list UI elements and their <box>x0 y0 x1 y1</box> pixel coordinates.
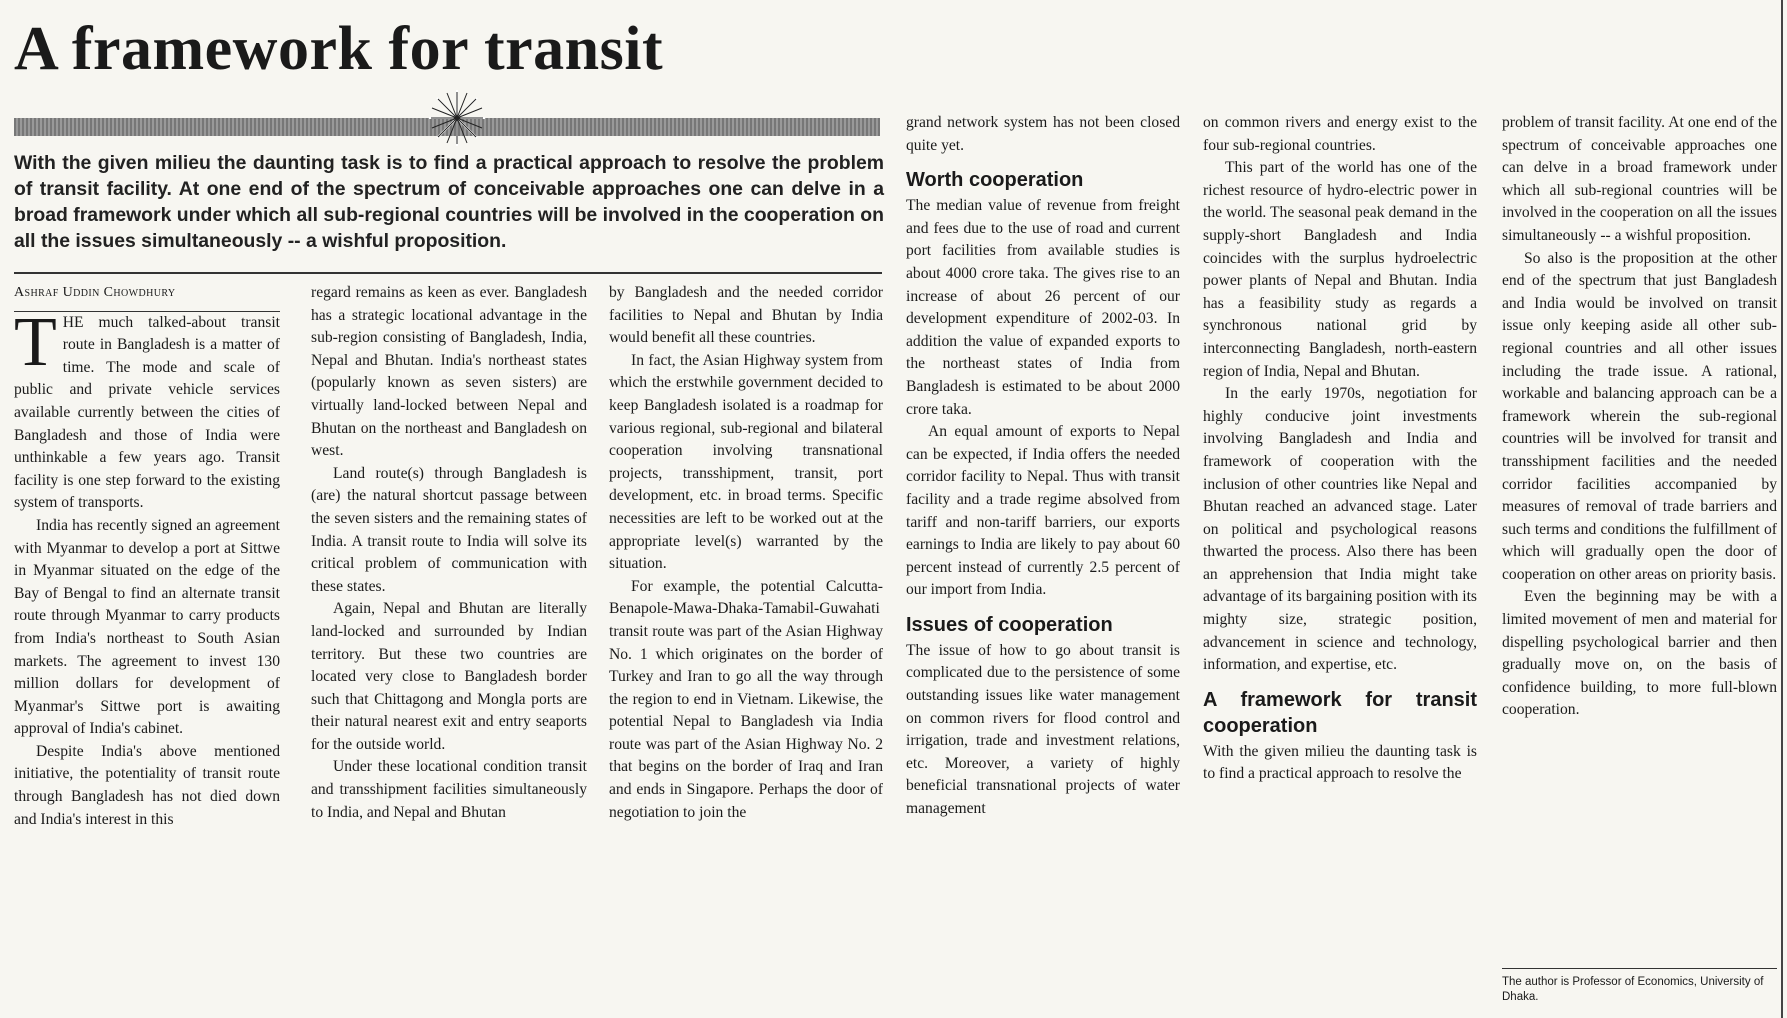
paragraph: Under these locational condition transit and transshipment facilities simultaneously to India, and Nepal and Bhutan <box>311 758 587 821</box>
paragraph: For example, the potential Calcutta-Benapole-Mawa-Dhaka-Tamabil-Guwahati transit route was part of the Asian Highway No. 1 which originates on the border of Turkey and Iran to go all the way through the region to end in Vietnam. Likewise, the potential Nepal to Bangladesh via India route was part of the Asian Highway No. 2 that begins on the border of Iraq and Iran and ends in Singapore. Perhaps the door of negotiation to join the <box>609 577 883 821</box>
paragraph: An equal amount of exports to Nepal can be expected, if India offers the needed corridor facility to Nepal. Thus with transit facility and a trade regime absolved from tariff and non-tariff barriers, our exports earnings to India are likely to pay about 60 percent instead of currently 2.5 percent of our import from India. <box>906 423 1180 599</box>
paragraph: problem of transit facility. At one end of the spectrum of conceivable approaches one can delve in a broad framework under which all sub-regional countries will be involved in the cooperation on all the issues simultaneously -- a wishful proposition. <box>1502 114 1777 244</box>
page-edge <box>1781 0 1783 1018</box>
paragraph: THE much talked-about transit route in Bangladesh is a matter of time. The mode and scale of public and private vehicle services available currently between the cities of Bangladesh and those of India were unthinkable a few years ago. Transit facility is one step forward to the existing system of transports. <box>14 303 280 512</box>
article-column-6 <box>1502 112 1777 962</box>
paragraph: With the given milieu the daunting task is to find a practical approach to resolve the <box>1203 742 1477 783</box>
author-footnote: The author is Professor of Economics, University of Dhaka. <box>1502 968 1777 1005</box>
headline: A framework for transit <box>14 15 664 83</box>
byline: Ashraf Uddin Chowdhury <box>14 282 280 312</box>
paragraph: grand network system has not been closed quite yet. <box>906 114 1180 154</box>
paragraph: This part of the world has one of the richest resource of hydro-electric power in the world. The seasonal peak demand in the supply-short Bangladesh and India coincides with the surplus hydroelectric power plants of Nepal and Bhutan. India has a feasibility study as regards a synchronous national grid by interconnecting Bangladesh, north-eastern region of India, Nepal and Bhutan. <box>1203 159 1477 380</box>
paragraph: The median value of revenue from freight and fees due to the use of road and current port facilities from available studies is about 4000 crore taka. The gives rise to an increase of about 26 percent of our development expenditure of 2002-03. In addition the value of expanded exports to the northeast states of India from Bangladesh is estimated to be about 2000 crore taka. <box>906 197 1180 418</box>
article-column-1 <box>14 282 280 1012</box>
starburst-icon <box>427 88 487 148</box>
article-column-3 <box>609 282 883 1012</box>
paragraph: Land route(s) through Bangladesh is (are) the natural shortcut passage between the seven sisters and the remaining states of India. A transit route to India will solve its critical problem of communication with these states. <box>311 464 587 595</box>
paragraph: In fact, the Asian Highway system from which the erstwhile government decided to keep Bangladesh isolated is a roadmap for various regional, sub-regional and bilateral cooperation involving transnational projects, transshipment, transit, port development, etc. in broad terms. Specific necessities are left to be worked out at the appropriate level(s) warranted by the situation. <box>609 351 883 573</box>
article-deck: With the given milieu the daunting task is to find a practical approach to resolve the problem of transit facility. At one end of the spectrum of conceivable approaches one can delve in a broad framework under which all sub-regional countries will be involved in the cooperation on all the issues simultaneously -- a wishful proposition. <box>14 152 884 252</box>
drop-cap: T <box>14 303 57 381</box>
paragraph: India has recently signed an agreement with Myanmar to develop a port at Sittwe in Myanmar situated on the edge of the Bay of Bengal to find an alternate transit route through Myanmar to carry products from India's northeast to South Asian markets. The agreement to invest 130 million dollars for development of Myanmar's Sittwe port is awaiting approval of India's cabinet. <box>14 516 280 738</box>
paragraph: The issue of how to go about transit is complicated due to the persistence of some outstanding issues like water management on common rivers for flood control and irrigation, trade and investment relations, etc. Moreover, a variety of highly beneficial transnational projects of water management <box>906 641 1180 818</box>
paragraph: So also is the proposition at the other end of the spectrum that just Bangladesh and India would be involved on transit issue only keeping aside all other sub-regional countries and all other issues including the trade issue. A rational, workable and balancing approach can be a framework wherein the sub-regional countries will be involved for transit and transshipment facilities and the needed corridor facilities accompanied by measures of removal of trade barriers and such terms and conditions the fulfillment of which will gradually open the door of cooperation on other areas on priority basis. <box>1502 249 1777 583</box>
article-column-4 <box>906 112 1180 1012</box>
article-column-2 <box>311 282 587 1012</box>
paragraph: by Bangladesh and the needed corridor facilities to Nepal and Bhutan by India would benefit all these countries. <box>609 284 883 347</box>
paragraph: Despite India's above mentioned initiative, the potentiality of transit route through Bangladesh has not died down and India's interest in this <box>14 742 280 828</box>
subheading-framework-for-transit-cooperation: A framework for transit cooperation <box>1203 688 1477 737</box>
paragraph: In the early 1970s, negotiation for highly conducive joint investments involving Bangladesh and India and framework of cooperation with the inclusion of other countries like Nepal and Bhutan reached an advanced stage. Later on political and psychological reasons thwarted the process. Also there has been an apprehension that India might take advantage of its bargaining position with its mighty size, strategic position, advancement in science and technology, information, and expertise, etc. <box>1203 385 1477 674</box>
deck-rule <box>14 272 882 274</box>
paragraph: Again, Nepal and Bhutan are literally land-locked and surrounded by Indian territory. But these two countries are located very close to Bangladesh border such that Chittagong and Mongla ports are their natural nearest exit and entry seaports for the outside world. <box>311 600 587 753</box>
paragraph: on common rivers and energy exist to the four sub-regional countries. <box>1203 114 1477 154</box>
subheading-issues-of-cooperation: Issues of cooperation <box>906 613 1113 636</box>
article-column-5 <box>1203 112 1477 1012</box>
paragraph: regard remains as keen as ever. Bangladesh has a strategic locational advantage in the sub-region consisting of Bangladesh, India, Nepal and Bhutan. India's northeast states (popularly known as seven sisters) are virtually land-locked between Nepal and Bhutan on the northeast and Bangladesh on west. <box>311 284 587 460</box>
paragraph: Even the beginning may be with a limited movement of men and material for dispelling psychological barrier and then gradually move on, on the basis of confidence building, to more full-blown cooperation. <box>1502 588 1777 719</box>
subheading-worth-cooperation: Worth cooperation <box>906 169 1084 192</box>
